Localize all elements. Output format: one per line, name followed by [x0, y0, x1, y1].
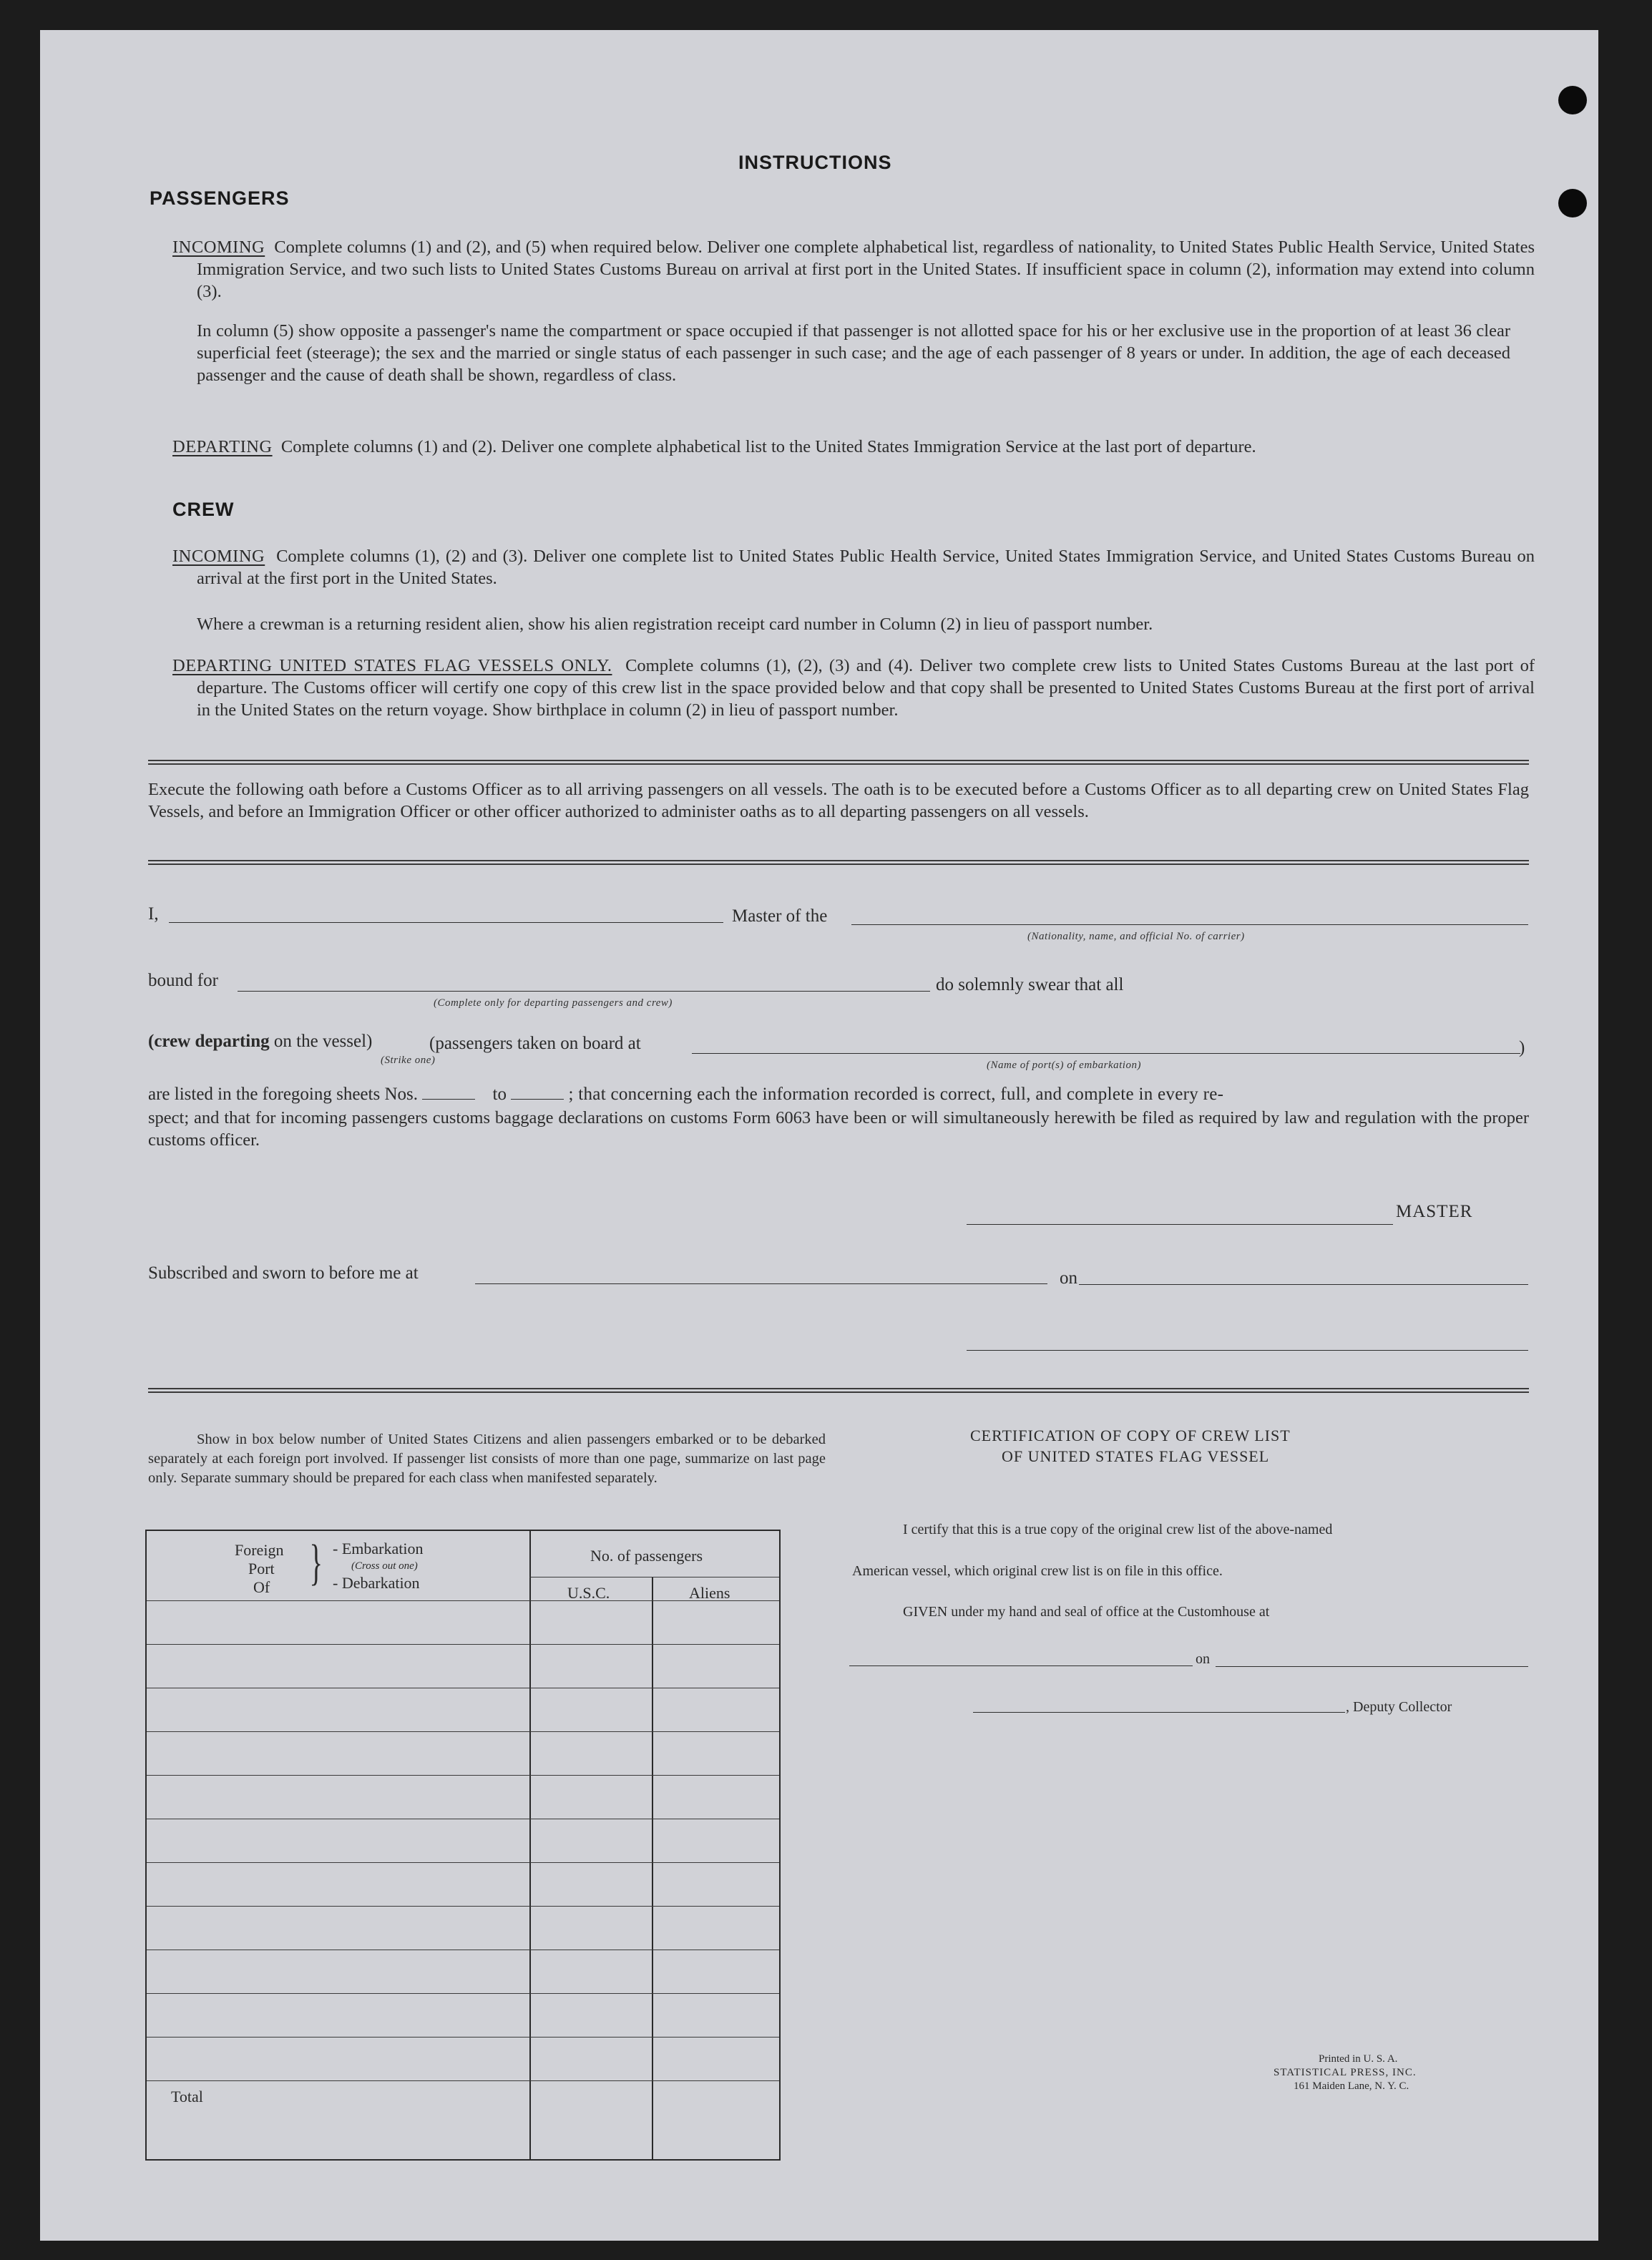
oath-intro: Execute the following oath before a Customs Officer as to all arriving passengers on all vessels. The oath is to be executed before a Customs Officer as to all departing crew on United States Flag Vessels, and before an Immigration Officer or other officer authorized to administer oaths as to all departing passengers on all vessels. — [148, 780, 1529, 821]
brace-glyph: } — [309, 1535, 323, 1590]
master-signature-field[interactable] — [967, 1224, 1393, 1225]
oath-bottom-divider — [148, 1388, 1529, 1393]
of-label: Of — [253, 1578, 270, 1596]
listed-prefix: are listed in the foregoing sheets Nos. — [148, 1085, 418, 1104]
listed-suffix: ; that concerning each the information recorded is correct, full, and complete in every re- — [568, 1085, 1224, 1104]
passengers-departing-label: DEPARTING — [172, 437, 273, 456]
master-of-the-label: Master of the — [732, 906, 828, 926]
crew-resident-paragraph: Where a crewman is a returning resident alien, show his alien registration receipt card number in Column (2) in lieu of passport number. — [197, 615, 1153, 634]
bound-for-label: bound for — [148, 971, 218, 990]
sworn-place-field[interactable] — [475, 1283, 1047, 1284]
embarkation-label: - Embarkation — [333, 1540, 424, 1557]
summary-instructions: Show in box below number of United States Citizens and alien passengers embarked or to be debarked separately at each foreign port involved. If passenger list consists of more than one page, summarize on last page only. Separate summary should be prepared for each class when manifested separately. — [148, 1432, 826, 1486]
sworn-date-field[interactable] — [1079, 1284, 1528, 1285]
table-row — [147, 2080, 779, 2081]
passengers-incoming-label: INCOMING — [172, 238, 265, 257]
carrier-field[interactable] — [851, 924, 1528, 925]
crew-departing-bold: (crew departing — [148, 1032, 270, 1051]
printer-line-3: 161 Maiden Lane, N. Y. C. — [1294, 2080, 1409, 2092]
crew-incoming-label: INCOMING — [172, 547, 265, 566]
sworn-on-label: on — [1060, 1268, 1077, 1288]
printer-line-2: STATISTICAL PRESS, INC. — [1274, 2067, 1417, 2078]
listed-rest: spect; and that for incoming passengers customs baggage declarations on customs Form 6063 have been or will simultaneously herewith be filed as required by law and regulation with the proper customs officer. — [148, 1108, 1529, 1150]
deputy-collector-label: , Deputy Collector — [1346, 1699, 1452, 1715]
table-col-divider-2 — [652, 1577, 653, 2159]
table-row — [147, 1644, 779, 1645]
oath-divider — [148, 860, 1529, 865]
sheets-line — [148, 1085, 1529, 1105]
certification-line-3: GIVEN under my hand and seal of office at the Customhouse at — [903, 1604, 1270, 1620]
crew-heading: CREW — [172, 499, 235, 520]
port-label: Port — [248, 1560, 275, 1577]
crew-incoming-text: Complete columns (1), (2) and (3). Deliver one complete list to United States Public Health Service, United States Immigration Service, and United States Customs Bureau on arrival at the first port in the United States. — [197, 547, 1535, 588]
close-paren: ) — [1519, 1038, 1525, 1057]
oath-i-label: I, — [148, 904, 159, 924]
subscribed-label: Subscribed and sworn to before me at — [148, 1263, 419, 1283]
strike-one-caption: (Strike one) — [381, 1055, 436, 1066]
certification-title-1: CERTIFICATION OF COPY OF CREW LIST — [970, 1427, 1291, 1444]
punch-hole-bottom — [1558, 189, 1587, 217]
officer-signature-field[interactable] — [967, 1350, 1528, 1351]
table-row — [147, 1600, 779, 1601]
table-row — [147, 1775, 779, 1776]
on-the-vessel-text: on the vessel) — [273, 1032, 373, 1051]
ports-caption: (Name of port(s) of embarkation) — [987, 1060, 1141, 1071]
usc-header: U.S.C. — [567, 1584, 610, 1602]
debarkation-label: - Debarkation — [333, 1574, 420, 1592]
certification-line-2: American vessel, which original crew list is on file in this office. — [852, 1563, 1223, 1579]
passengers-departing-text: Complete columns (1) and (2). Deliver one complete alphabetical list to the United States Immigration Service at the last port of departure. — [280, 437, 1256, 456]
passengers-taken-label: (passengers taken on board at — [429, 1034, 641, 1053]
table-row — [147, 1862, 779, 1863]
cross-out-caption: (Cross out one) — [351, 1560, 418, 1572]
crew-departing-vessel — [148, 1032, 372, 1052]
table-row — [147, 2037, 779, 2038]
solemnly-swear-label: do solemnly swear that all — [936, 975, 1124, 994]
crew-departing-text: Complete columns (1), (2), (3) and (4). Deliver two complete crew lists to United States Customs Bureau at the last port of departure. The Customs officer will certify one copy of this crew list in the space provided below and that copy shall be presented to United States Customs Bureau at the first port of arrival in the United States on the return voyage. Show birthplace in column (2) in lieu of passport number. — [197, 656, 1535, 720]
table-row — [147, 1993, 779, 1994]
column5-paragraph: In column (5) show opposite a passenger's name the compartment or space occupied if that passenger is not allotted space for his or her exclusive use in the proportion of at least 36 clear superficial feet (steerage); the sex and the married or single status of each passenger in such case; and the age of each passenger of 8 years or under. In addition, the age of each deceased passenger and the cause of death shall be shown, regardless of class. — [197, 321, 1510, 385]
table-col-divider-1 — [529, 1531, 531, 2159]
deputy-signature-field[interactable] — [973, 1712, 1345, 1713]
table-row — [147, 1906, 779, 1907]
instructions-title: INSTRUCTIONS — [738, 152, 892, 173]
passengers-heading: PASSENGERS — [150, 187, 290, 209]
punch-hole-top — [1558, 86, 1587, 114]
passengers-departing-paragraph — [172, 436, 1535, 458]
master-name-field[interactable] — [169, 922, 723, 923]
foreign-label: Foreign — [235, 1541, 284, 1559]
certification-title-2: OF UNITED STATES FLAG VESSEL — [1002, 1447, 1270, 1465]
passenger-summary-table — [145, 1530, 781, 2161]
sheet-from-field[interactable] — [422, 1086, 475, 1100]
embarkation-ports-field[interactable] — [692, 1053, 1520, 1054]
no-of-passengers-header: No. of passengers — [590, 1547, 703, 1565]
carrier-caption: (Nationality, name, and official No. of carrier) — [1027, 931, 1245, 942]
crew-incoming-paragraph — [172, 545, 1535, 590]
table-row — [147, 1731, 779, 1732]
customhouse-place-field[interactable] — [849, 1665, 1193, 1666]
certification-on-label: on — [1196, 1651, 1210, 1667]
crew-departing-paragraph — [172, 655, 1535, 721]
printer-line-1: Printed in U. S. A. — [1319, 2053, 1398, 2065]
aliens-header: Aliens — [689, 1584, 730, 1602]
master-label: MASTER — [1396, 1202, 1473, 1221]
certification-line-1: I certify that this is a true copy of the original crew list of the above-named — [903, 1522, 1333, 1537]
instructions-divider — [148, 760, 1529, 765]
sheet-to-field[interactable] — [511, 1086, 564, 1100]
form-sheet — [40, 30, 1598, 2241]
customhouse-date-field[interactable] — [1216, 1666, 1528, 1667]
passengers-incoming-paragraph — [172, 236, 1535, 303]
passengers-incoming-text: Complete columns (1) and (2), and (5) when required below. Deliver one complete alphabetical list, regardless of nationality, to United States Public Health Service, United States Immigration Service, and two such lists to United States Customs Bureau on arrival at first port in the United States. If insufficient space in column (2), information may extend into column (3). — [197, 238, 1535, 301]
bound-for-caption: (Complete only for departing passengers and crew) — [434, 997, 673, 1009]
crew-departing-label: DEPARTING UNITED STATES FLAG VESSELS ONLY. — [172, 656, 612, 675]
to-label: to — [492, 1085, 507, 1104]
total-label: Total — [171, 2088, 203, 2105]
bound-for-field[interactable] — [238, 991, 930, 992]
